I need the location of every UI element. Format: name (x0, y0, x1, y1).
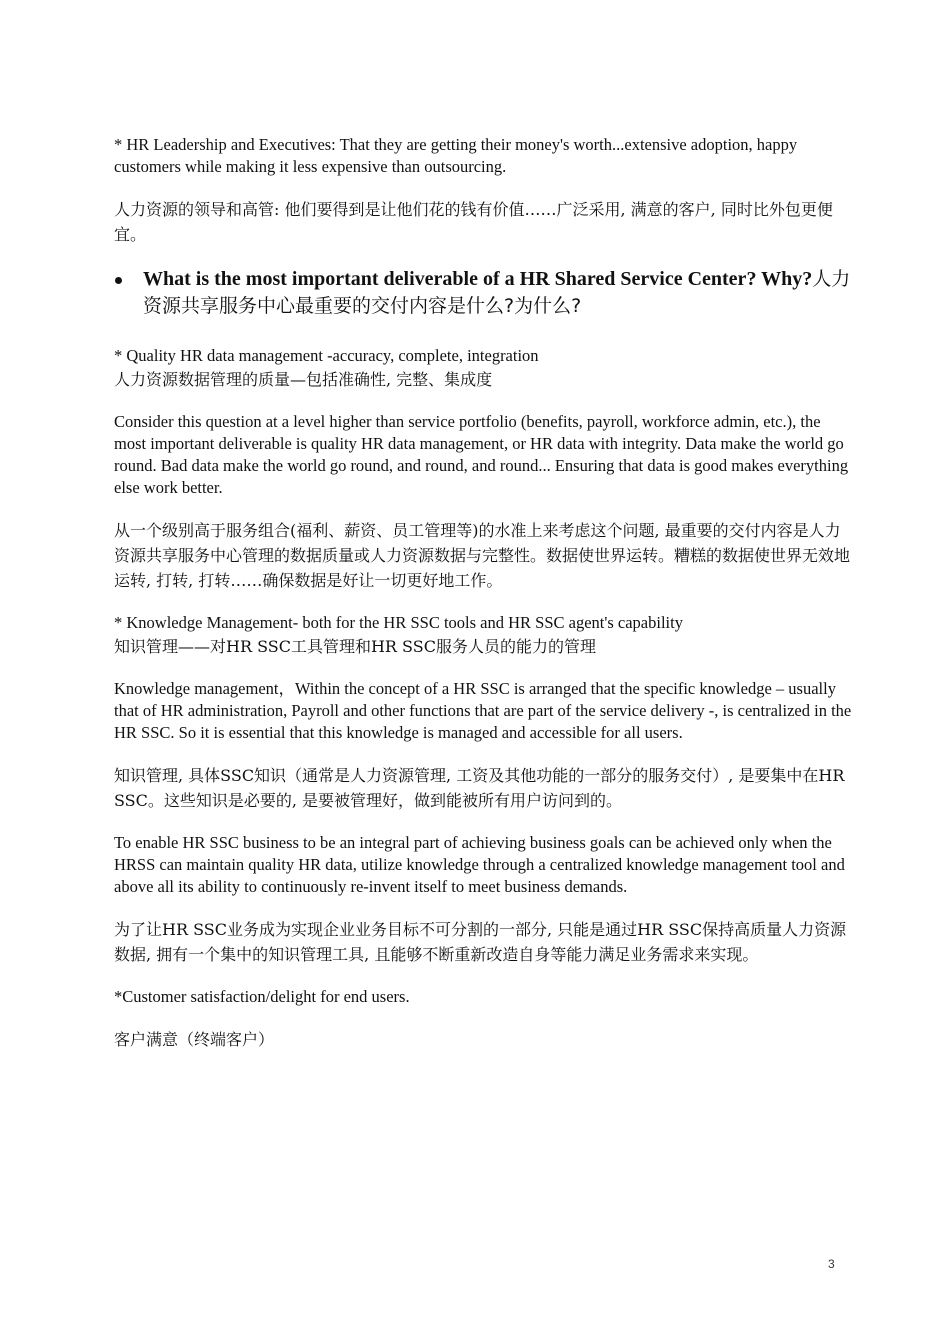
paragraph-hr-leadership-zh: 人力资源的领导和高管: 他们要得到是让他们花的钱有价值……广泛采用, 满意的客户, 同时比外包更便宜。 (114, 200, 833, 244)
point-knowledge-management-zh: 知识管理——对HR SSC工具管理和HR SSC服务人员的能力的管理 (114, 637, 596, 656)
point-customer-satisfaction-en: *Customer satisfaction/delight for end users. (114, 987, 410, 1006)
point-data-management-zh: 人力资源数据管理的质量—包括准确性, 完整、集成度 (114, 370, 493, 389)
paragraph-hr-leadership-en: * HR Leadership and Executives: That they are getting their money's worth...extensive adoption, happy customers while making it less expensive than outsourcing. (114, 135, 798, 176)
paragraph-business-goals-en: To enable HR SSC business to be an integral part of achieving business goals can be achieved only when the HRSS can maintain quality HR data, utilize knowledge through a centralized knowledge management tool and above all its ability to continuously re-invent itself to meet business demands. (114, 833, 845, 896)
point-knowledge-management-en: * Knowledge Management- both for the HR SSC tools and HR SSC agent's capability (114, 613, 683, 632)
paragraph-knowledge-management-en: Knowledge management，Within the concept of a HR SSC is arranged that the specific knowledge – usually that of HR administration, Payroll and other functions that are part of the service delivery -, is centralized in the HR SSC. So it is essential that this knowledge is managed and accessible for all users. (114, 679, 852, 742)
page-number: 3 (828, 1257, 835, 1271)
paragraph-knowledge-management-zh: 知识管理, 具体SSC知识（通常是人力资源管理, 工资及其他功能的一部分的服务交付）, 是要集中在HR SSC。这些知识是必要的, 是要被管理好，做到能被所有用户访问到的。 (114, 766, 845, 810)
paragraph-data-quality-en: Consider this question at a level higher than service portfolio (benefits, payroll, workforce admin, etc.), the most important deliverable is quality HR data management, or HR data with integrity. Data make the world go round. Bad data make the world go round, and round, and round... Ensuring that data is good makes everything else work better. (114, 412, 849, 497)
bullet-question-zh: 人力资源共享服务中心最重要的交付内容是什么?为什么? (143, 268, 851, 317)
document-body (114, 134, 854, 1071)
bullet-question-en: What is the most important deliverable of a HR Shared Service Center? Why? (143, 268, 813, 290)
bullet-question (114, 266, 854, 320)
bullet-dot-icon (115, 277, 122, 284)
paragraph-data-quality-zh: 从一个级别高于服务组合(福利、薪资、员工管理等)的水准上来考虑这个问题, 最重要的交付内容是人力资源共享服务中心管理的数据质量或人力资源数据与完整性。数据使世界运转。糟糕的数据使世界无效地运转, 打转, 打转……确保数据是好让一切更好地工作。 (114, 521, 851, 590)
paragraph-business-goals-zh: 为了让HR SSC业务成为实现企业业务目标不可分割的一部分, 只能是通过HR SSC保持高质量人力资源数据, 拥有一个集中的知识管理工具, 且能够不断重新改造自身等能力满足业务需求来实现。 (114, 920, 847, 964)
point-data-management-en: * Quality HR data management -accuracy, complete, integration (114, 346, 539, 365)
point-customer-satisfaction-zh: 客户满意（终端客户） (114, 1030, 275, 1049)
